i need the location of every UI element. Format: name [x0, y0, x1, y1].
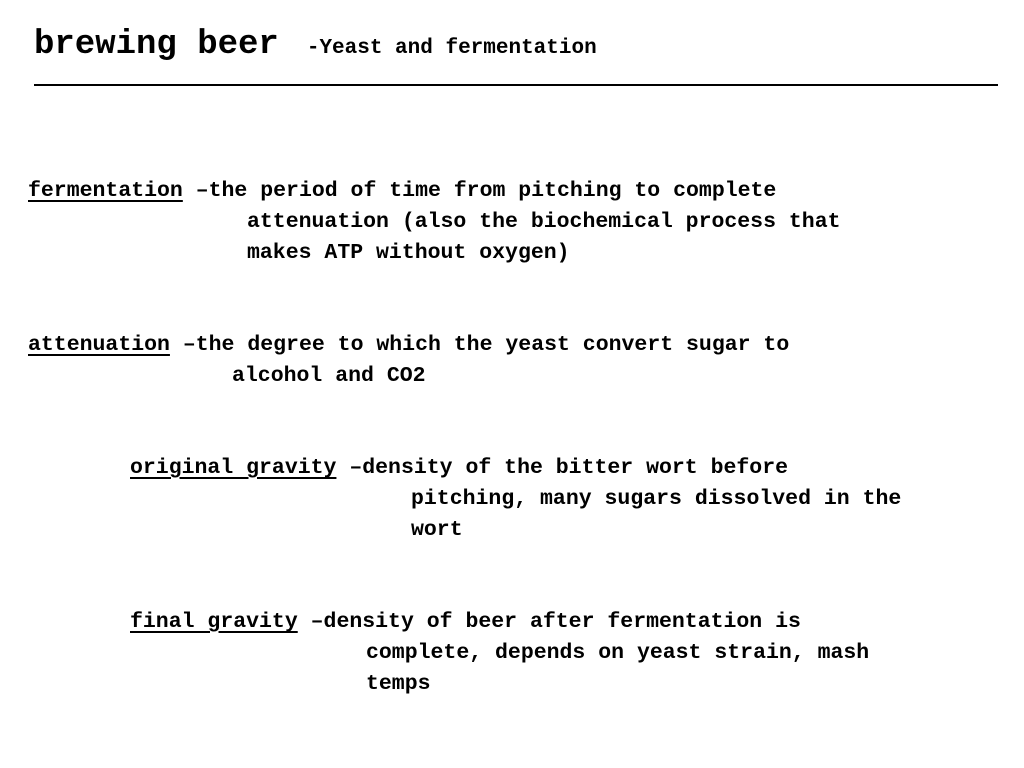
definition-first-line: [28, 330, 789, 361]
definition-text: pitching, many sugars dissolved in the: [411, 487, 902, 511]
definition-original-gravity: [130, 453, 901, 546]
slide-title: [34, 26, 597, 64]
definition-first-line: [28, 176, 841, 207]
definition-term: original gravity: [130, 456, 337, 480]
definition-text: alcohol and CO2: [232, 364, 426, 388]
definition-first-line: [130, 607, 869, 638]
definition-text: attenuation (also the biochemical process that: [247, 210, 841, 234]
definition-final-gravity: [130, 607, 869, 700]
definition-attenuation: [28, 330, 789, 392]
slide-subtitle: -Yeast and fermentation: [306, 37, 597, 60]
definition-fermentation: [28, 176, 841, 269]
slide-title-main: brewing beer: [34, 26, 279, 64]
definition-term: final gravity: [130, 610, 298, 634]
definition-text: –density of the bitter wort before: [336, 456, 789, 480]
definition-term: fermentation: [28, 179, 183, 203]
definition-first-line: [130, 453, 901, 484]
definition-text: makes ATP without oxygen): [247, 241, 570, 265]
definition-text: –the period of time from pitching to complete: [182, 179, 777, 203]
definition-text: –the degree to which the yeast convert sugar to: [169, 333, 790, 357]
definition-text: wort: [411, 518, 463, 542]
definition-term: attenuation: [28, 333, 170, 357]
definition-text: –density of beer after fermentation is: [297, 610, 801, 634]
definition-text: temps: [366, 672, 431, 696]
definition-text: complete, depends on yeast strain, mash: [366, 641, 870, 665]
title-divider: [34, 84, 998, 86]
